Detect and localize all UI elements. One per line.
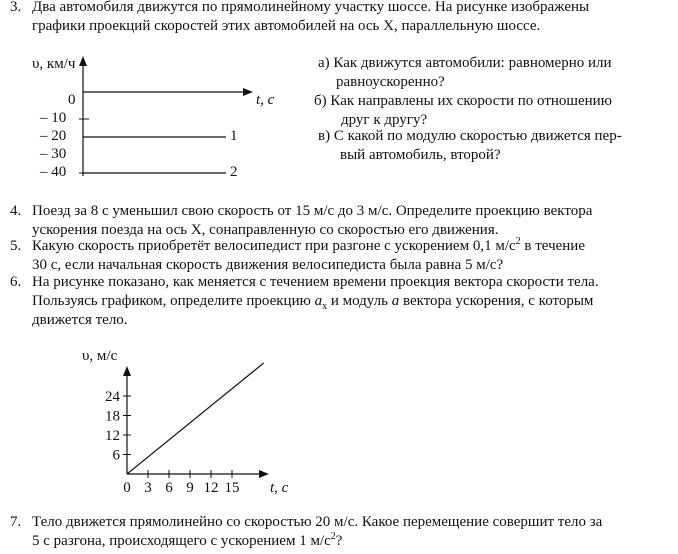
problem-number: 6.	[10, 274, 22, 290]
y-tick-label: 24	[105, 389, 120, 405]
question-b: б) Как направлены их скорости по отношению друг к другу?	[314, 93, 612, 128]
velocity-graph-2	[70, 340, 310, 500]
problem-text-line: Какую скорость приобретёт велосипедист при разгоне с ускорением 0,1 $м/с^2$ в течение	[32, 236, 585, 254]
x-axis-arrow	[259, 470, 269, 478]
velocity-line	[127, 363, 264, 474]
y-tick-label: 18	[105, 408, 120, 425]
y-tick-label: – 40	[40, 164, 67, 180]
y-tick-label: – 30	[40, 146, 67, 162]
problem-text-line: ускорения поезда на ось X, сонаправленную со скоростью его движения.	[32, 222, 499, 238]
problem-text-line: Тело движется прямолинейно со скоростью 20 м/с. Какое перемещение совершит тело за	[32, 514, 603, 530]
y-axis-arrow	[79, 56, 87, 66]
x-tick-label: 12	[203, 480, 219, 496]
y-axis-arrow	[123, 366, 131, 376]
x-tick-label: 6	[165, 480, 173, 496]
y-tick-label: – 20	[40, 128, 67, 144]
x-tick-label: 3	[144, 480, 152, 496]
problem-number: 3.	[10, 0, 22, 15]
problem-text-line: графики проекций скоростей этих автомобилей на ось X, параллельную шоссе.	[32, 18, 541, 34]
velocity-graph-1	[20, 54, 320, 184]
problem-number: 7.	[10, 514, 22, 530]
y-tick-label: 6	[112, 447, 120, 464]
problem-text-line: На рисунке показано, как меняется с течением времени проекция вектора скорости тела.	[32, 274, 599, 290]
y-axis-label: υ, км/ч	[32, 56, 76, 72]
problem-text-line: Два автомобиля движутся по прямолинейному участку шоссе. На рисунке изображены	[32, 0, 590, 15]
problem-text-line: Пользуясь графиком, определите проекцию $a_x$ и модуль a вектора ускорения, с которым	[32, 293, 594, 312]
question-c: в) С какой по модулю скоростью движется пер- вый автомобиль, второй?	[318, 128, 622, 163]
x-axis-arrow	[243, 88, 253, 96]
y-axis-label: υ, м/с	[82, 348, 118, 364]
y-tick-label: 0	[68, 92, 76, 108]
problem-number: 4.	[10, 203, 22, 219]
x-axis-label: t, с	[270, 480, 289, 496]
problem-number: 5.	[10, 238, 22, 254]
problem-text-line: 5 с разгона, происходящего с ускорением 1 $м/с^2$?	[32, 531, 343, 549]
x-tick-label: 0	[123, 480, 131, 496]
question-a: а) Как движутся автомобили: равномерно или равноускоренно?	[318, 55, 612, 90]
problem-text-line: Поезд за 8 с уменьшил свою скорость от 15 м/с до 3 м/с. Определите проекцию вектора	[32, 203, 593, 219]
x-tick-label: 15	[224, 480, 240, 496]
x-tick-label: 9	[186, 480, 194, 496]
y-tick-label: – 10	[40, 110, 67, 126]
problem-text-line: движется тело.	[32, 312, 128, 328]
y-tick-label: 12	[105, 428, 120, 444]
x-axis-label: t, с	[256, 92, 275, 108]
series-label-1: 1	[230, 128, 238, 144]
problem-text-line: 30 с, если начальная скорость движения велосипедиста была равна 5 м/с?	[32, 257, 504, 273]
series-label-2: 2	[230, 164, 238, 180]
